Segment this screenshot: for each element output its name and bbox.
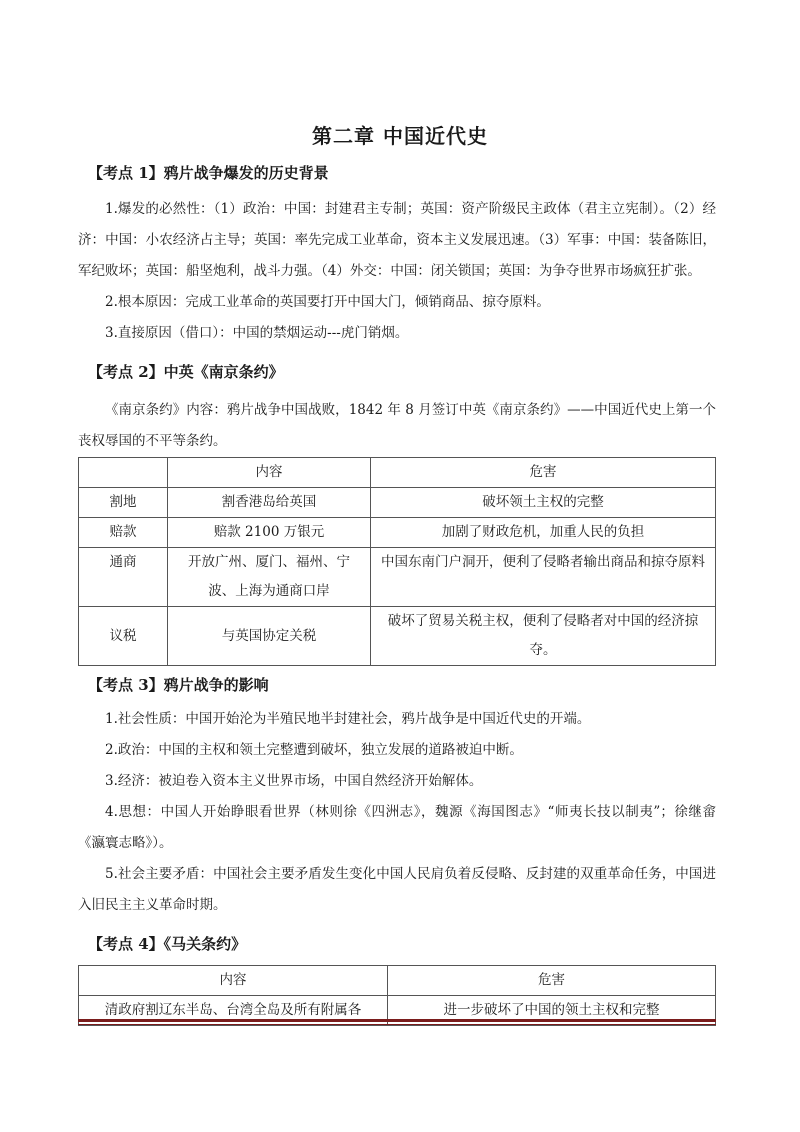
row-harm: 中国东南门户洞开，便利了侵略者输出商品和掠夺原料 (371, 548, 716, 607)
section-1-paragraph-2: 2.根本原因：完成工业革命的英国要打开中国大门，倾销商品、掠夺原料。 (105, 294, 550, 310)
section-3-paragraph-4: 4.思想：中国人开始睁眼看世界（林则徐《四洲志》，魏源《海国图志》“师夷长技以制夷”；徐继畲《瀛寰志略》）。 (78, 804, 716, 851)
row-label: 通商 (79, 548, 168, 607)
section-3-paragraph-1: 1.社会性质：中国开始沦为半殖民地半封建社会，鸦片战争是中国近代史的开端。 (105, 711, 591, 727)
table-row (79, 488, 716, 518)
row-harm: 破坏领土主权的完整 (371, 488, 716, 518)
table-header-harm: 危害 (371, 458, 716, 488)
row-label: 议税 (79, 607, 168, 666)
table-row (79, 607, 716, 666)
section-4-heading: 【考点 4】《马关条约》 (88, 935, 247, 953)
row-harm: 破坏了贸易关税主权，便利了侵略者对中国的经济掠夺。 (371, 607, 716, 666)
table-header-harm: 危害 (388, 966, 716, 996)
row-content: 割香港岛给英国 (168, 488, 371, 518)
row-content: 赔款 2100 万银元 (168, 518, 371, 548)
document-body (78, 160, 716, 1026)
nanjing-treaty-table (78, 457, 716, 666)
section-3-paragraph-3: 3.经济：被迫卷入资本主义世界市场，中国自然经济开始解体。 (105, 773, 483, 789)
section-1-paragraph-3: 3.直接原因（借口）：中国的禁烟运动---虎门销烟。 (105, 325, 409, 341)
row-label: 割地 (79, 488, 168, 518)
table-row (79, 518, 716, 548)
section-3-paragraph-2: 2.政治：中国的主权和领土完整遭到破坏，独立发展的道路被迫中断。 (105, 742, 523, 758)
shimonoseki-treaty-table (78, 965, 716, 1026)
footer-divider (78, 1019, 716, 1025)
section-2-intro: 《南京条约》内容：鸦片战争中国战败，1842 年 8 月签订中英《南京条约》——中国近代史上第一个丧权辱国的不平等条约。 (78, 402, 716, 449)
table-header-content: 内容 (79, 966, 388, 996)
row-content: 与英国协定关税 (168, 607, 371, 666)
section-3-heading: 【考点 3】鸦片战争的影响 (88, 676, 269, 694)
table-header-content: 内容 (168, 458, 371, 488)
section-1-paragraph-1: 1.爆发的必然性：（1）政治：中国：封建君主专制；英国：资产阶级民主政体（君主立宪制）。（2）经济：中国：小农经济占主导；英国：率先完成工业革命，资本主义发展迅速。（3）军事：中国：装备陈旧，军纪败坏；英国：船坚炮利，战斗力强。（4）外交：中国：闭关锁国；英国：为争夺世界市场疯狂扩张。 (78, 201, 716, 279)
section-1-heading: 【考点 1】鸦片战争爆发的历史背景 (88, 164, 329, 182)
table-header-row (79, 966, 716, 996)
table-header-row (79, 458, 716, 488)
table-header-blank (79, 458, 168, 488)
row-harm: 进一步破坏了中国的领土主权和完整 (388, 996, 716, 1026)
table-row (79, 548, 716, 607)
row-content: 清政府割辽东半岛、台湾全岛及所有附属各 (79, 996, 388, 1026)
chapter-title: 第二章 中国近代史 (312, 124, 488, 148)
section-3-paragraph-5: 5.社会主要矛盾：中国社会主要矛盾发生变化中国人民肩负着反侵略、反封建的双重革命任务，中国进入旧民主主义革命时期。 (78, 866, 716, 913)
row-content: 开放广州、厦门、福州、宁波、上海为通商口岸 (168, 548, 371, 607)
section-2-heading: 【考点 2】中英《南京条约》 (88, 363, 284, 381)
row-harm: 加剧了财政危机，加重人民的负担 (371, 518, 716, 548)
row-label: 赔款 (79, 518, 168, 548)
